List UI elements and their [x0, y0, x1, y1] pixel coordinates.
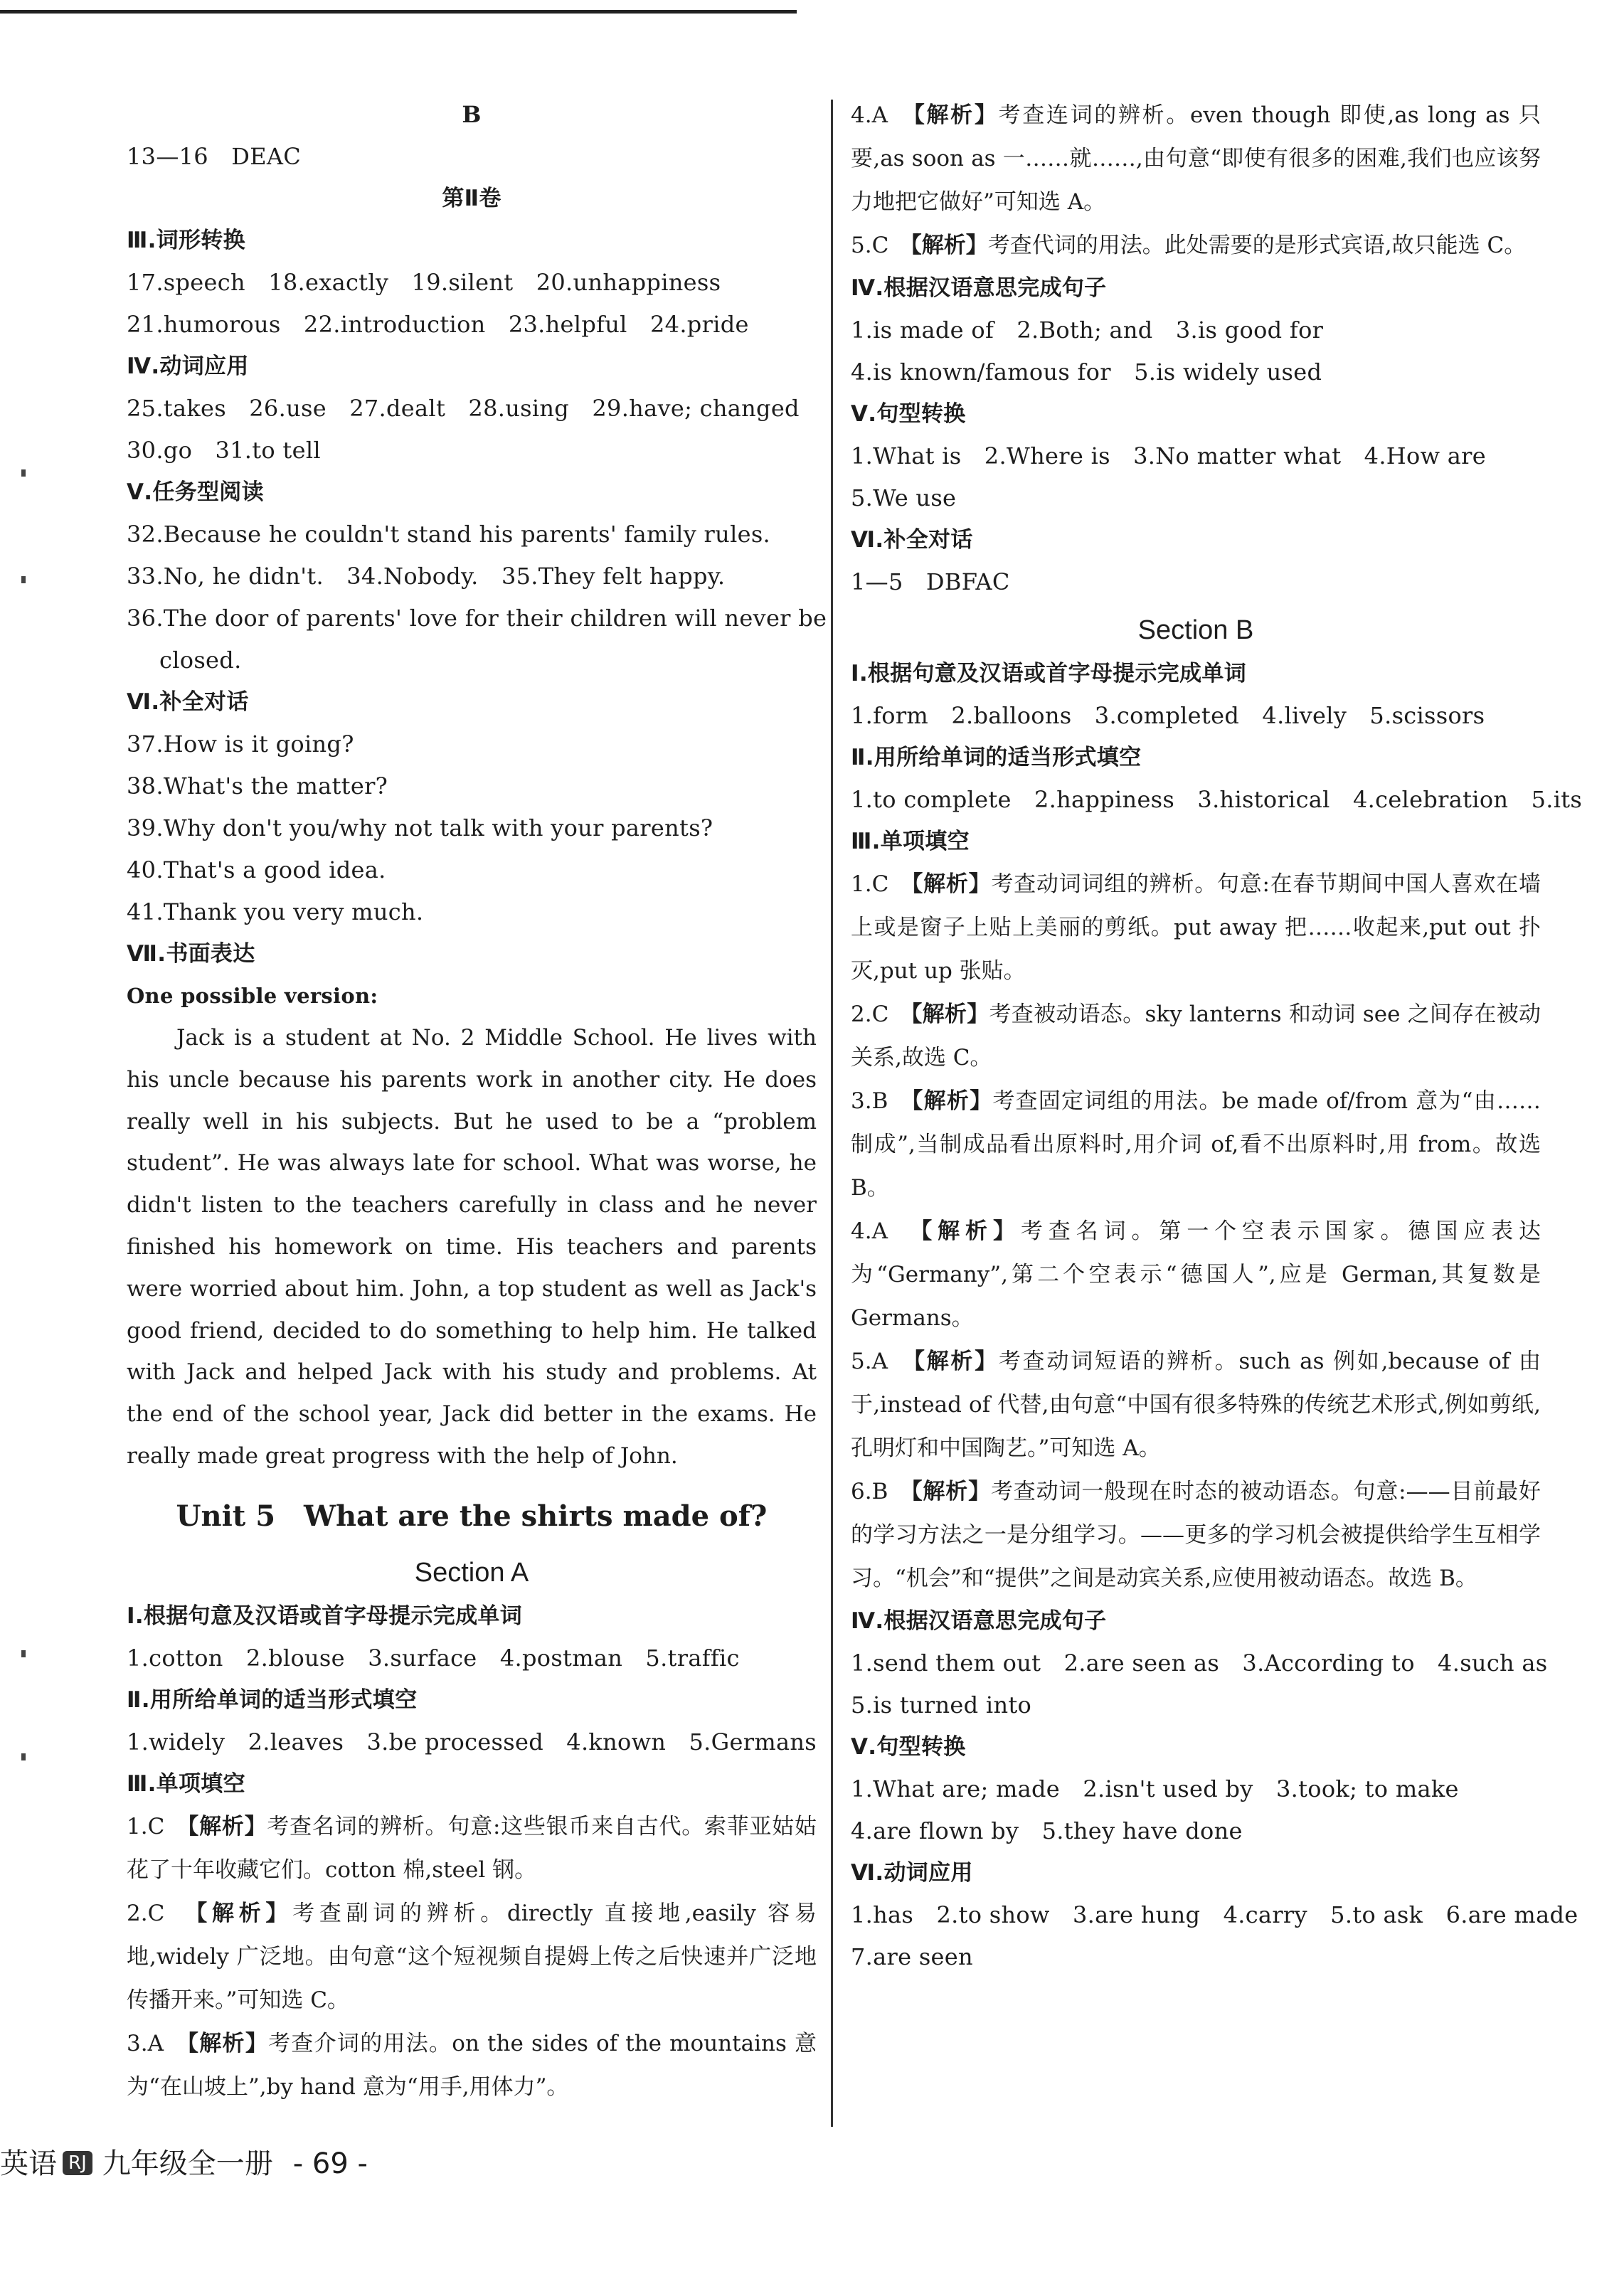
- unit-title: Unit 5 What are the shirts made of?: [176, 1499, 768, 1533]
- answer-line: 1.has 2.to show 3.are hung 4.carry 5.to ask 6.are made: [851, 1901, 1578, 1928]
- section-heading: Ⅱ.用所给单词的适当形式填空: [127, 1687, 418, 1713]
- analysis-text: 考查名词的辨析。句意:这些银币来自古代。索菲亚姑姑花了十年收藏它们。cotton 棉,steel 钢。: [127, 1813, 817, 1883]
- section-heading: Ⅶ.书面表达: [127, 941, 255, 967]
- answer-line: 1.is made of 2.Both; and 3.is good for: [851, 317, 1324, 344]
- analysis-tag: 【解析】: [911, 1002, 989, 1027]
- analysis-text: 考查副词的辨析。directly 直接地,easily 容易地,widely 广泛地。由句意“这个短视频自提姆上传之后快速并广泛地传播开来。”可知选 C。: [127, 1900, 817, 2013]
- part-title: 第Ⅱ卷: [442, 186, 501, 211]
- answer-line: 1.form 2.balloons 3.completed 4.lively 5.scissors: [851, 702, 1485, 729]
- scan-mark: [21, 469, 26, 477]
- edition-badge: RJ: [63, 2151, 92, 2175]
- answer-line: 37.How is it going?: [127, 731, 354, 758]
- scan-mark: [21, 576, 26, 583]
- section-label-b: B: [462, 101, 482, 128]
- column-divider: [831, 100, 833, 2127]
- analysis-tag: 【解析】: [187, 2030, 269, 2056]
- answer-line: 30.go 31.to tell: [127, 437, 321, 464]
- section-heading: Ⅰ.根据句意及汉语或首字母提示完成单词: [127, 1603, 523, 1629]
- answer-line: 4.is known/famous for 5.is widely used: [851, 358, 1322, 386]
- section-heading: Ⅳ.根据汉语意思完成句子: [851, 1608, 1107, 1634]
- answer-line: 1.send them out 2.are seen as 3.According to 4.such as: [851, 1650, 1548, 1677]
- answer-explanation: [851, 993, 1541, 1080]
- scan-mark: [21, 1650, 26, 1657]
- answer-line: 5.We use: [851, 484, 957, 511]
- section-heading: Ⅴ.句型转换: [851, 1734, 966, 1760]
- answer-number: 3.B: [851, 1088, 888, 1114]
- analysis-tag: 【解析】: [913, 1349, 999, 1374]
- analysis-tag: 【解析】: [913, 102, 999, 128]
- answer-line: 1.to complete 2.happiness 3.historical 4.celebration 5.its: [851, 786, 1583, 813]
- right-column: [851, 94, 1583, 1978]
- answer-line: 41.Thank you very much.: [127, 898, 424, 925]
- section-heading: Ⅲ.单项填空: [851, 829, 970, 854]
- scan-mark: [21, 1753, 26, 1760]
- section-heading: Ⅲ.单项填空: [127, 1770, 245, 1797]
- possible-version-label: One possible version:: [127, 984, 378, 1008]
- analysis-text: 考查连词的辨析。even though 即使,as long as 只要,as soon as 一……就……,由句意“即使有很多的困难,我们也应该努力地把它做好”可知选 A。: [851, 102, 1541, 215]
- answer-explanation: [851, 1470, 1541, 1600]
- analysis-tag: 【解析】: [911, 871, 992, 897]
- analysis-tag: 【解析】: [911, 1479, 991, 1504]
- answer-line: 21.humorous 22.introduction 23.helpful 24.pride: [127, 311, 749, 338]
- answer-explanation: [851, 94, 1541, 224]
- answer-line: 36.The door of parents' love for their children will never be: [127, 605, 827, 632]
- answer-explanation: [851, 863, 1541, 993]
- analysis-text: 考查动词词组的辨析。句意:在春节期间中国人喜欢在墙上或是窗子上贴上美丽的剪纸。put away 把……收起来,put out 扑灭,put up 张贴。: [851, 871, 1541, 984]
- analysis-text: 考查动词一般现在时态的被动语态。句意:——目前最好的学习方法之一是分组学习。——更多的学习机会被提供给学生互相学习。“机会”和“提供”之间是动宾关系,应使用被动语态。故选 B。: [851, 1479, 1541, 1591]
- answer-line: 1.What is 2.Where is 3.No matter what 4.How are: [851, 442, 1486, 469]
- answer-explanation: [127, 1805, 817, 1892]
- section-heading: Ⅳ.动词应用: [127, 354, 249, 379]
- answer-explanation: [127, 1892, 817, 2022]
- answer-line: 33.No, he didn't. 34.Nobody. 35.They felt happy.: [127, 563, 726, 590]
- section-heading: Ⅰ.根据句意及汉语或首字母提示完成单词: [851, 661, 1247, 686]
- answer-explanation: [127, 2022, 817, 2109]
- answer-line: 39.Why don't you/why not talk with your parents?: [127, 814, 713, 841]
- answer-line: 4.are flown by 5.they have done: [851, 1817, 1243, 1844]
- section-heading: Ⅵ.补全对话: [851, 527, 973, 553]
- model-essay: Jack is a student at No. 2 Middle School. He lives with his uncle because his parents work in another city. He does really well in his subjects. But he used to be a “problem student”. He was always late for school. What was worse, he didn't listen to the teachers carefully in class and he never finished his homework on time. His teachers and parents were worried about him. John, a top student as well as Jack's good friend, decided to do something to help him. He talked with Jack and helped Jack with his study and problems. At the end of the school year, Jack did better in the exams. He really made great progress with the help of John.: [127, 1025, 817, 1469]
- analysis-tag: 【解析】: [911, 233, 988, 258]
- answer-number: 2.C: [127, 1900, 165, 1926]
- answer-explanation: [851, 224, 1541, 267]
- answer-line: 38.What's the matter?: [127, 772, 388, 800]
- answer-number: 5.A: [851, 1349, 888, 1374]
- answer-number: 5.C: [851, 233, 889, 258]
- section-heading: Ⅴ.句型转换: [851, 401, 966, 427]
- answer-number: 6.B: [851, 1479, 888, 1504]
- analysis-text: 考查固定词组的用法。be made of/from 意为“由……制成”,当制成品看出原料时,用介词 of,看不出原料时,用 from。故选 B。: [851, 1088, 1541, 1201]
- answer-line: 32.Because he couldn't stand his parents' family rules.: [127, 521, 771, 548]
- answer-number: 2.C: [851, 1002, 889, 1027]
- answer-number: 4.A: [851, 1218, 888, 1244]
- answer-line: 25.takes 26.use 27.dealt 28.using 29.have; changed: [127, 395, 800, 422]
- top-rule: [0, 10, 797, 14]
- section-heading: Ⅳ.根据汉语意思完成句子: [851, 275, 1107, 301]
- answer-line: 1.widely 2.leaves 3.be processed 4.known 5.Germans: [127, 1728, 817, 1756]
- answer-line: 40.That's a good idea.: [127, 856, 386, 883]
- answer-line: 1.cotton 2.blouse 3.surface 4.postman 5.traffic: [127, 1644, 740, 1672]
- analysis-text: 考查名词。第一个空表示国家。德国应表达为“Germany”,第二个空表示“德国人”,应是 German,其复数是 Germans。: [851, 1218, 1541, 1331]
- answer-line: 13—16 DEAC: [127, 143, 302, 170]
- section-heading: Ⅵ.补全对话: [127, 689, 249, 715]
- page-footer: [0, 2141, 368, 2182]
- footer-subject: 英语: [0, 2147, 57, 2180]
- section-heading: Ⅴ.任务型阅读: [127, 479, 264, 505]
- analysis-text: 考查被动语态。sky lanterns 和动词 see 之间存在被动关系,故选 C。: [851, 1002, 1541, 1071]
- analysis-text: 考查动词短语的辨析。such as 例如,because of 由于,instead of 代替,由句意“中国有很多特殊的传统艺术形式,例如剪纸,孔明灯和中国陶艺。”可知选 A。: [851, 1349, 1541, 1461]
- analysis-text: 考查代词的用法。此处需要的是形式宾语,故只能选 C。: [987, 233, 1527, 258]
- answer-line: 1—5 DBFAC: [851, 568, 1010, 595]
- analysis-text: 考查介词的用法。on the sides of the mountains 意为“在山坡上”,by hand 意为“用手,用体力”。: [127, 2030, 817, 2100]
- left-column: [127, 94, 827, 2109]
- answer-number: 1.C: [851, 871, 889, 897]
- answer-line: 1.What are; made 2.isn't used by 3.took; to make: [851, 1775, 1459, 1802]
- page-number: - 69 -: [292, 2147, 368, 2180]
- section-heading: Ⅵ.动词应用: [851, 1860, 973, 1886]
- answer-line: 5.is turned into: [851, 1691, 1032, 1719]
- section-heading: Ⅲ.词形转换: [127, 228, 245, 253]
- analysis-tag: 【解析】: [911, 1088, 993, 1114]
- answer-line: closed.: [159, 647, 242, 674]
- answer-line: 7.are seen: [851, 1943, 973, 1970]
- answer-number: 1.C: [127, 1813, 165, 1839]
- section-heading: Ⅱ.用所给单词的适当形式填空: [851, 745, 1142, 770]
- section-b-title: Section B: [1137, 615, 1254, 645]
- analysis-tag: 【解析】: [920, 1218, 1021, 1244]
- answer-explanation: [851, 1210, 1541, 1340]
- footer-grade: 九年级全一册: [102, 2147, 273, 2180]
- answer-explanation: [851, 1080, 1541, 1210]
- answer-number: 4.A: [851, 102, 888, 128]
- answer-explanation: [851, 1340, 1541, 1470]
- answer-line: 17.speech 18.exactly 19.silent 20.unhappiness: [127, 269, 721, 296]
- answer-number: 3.A: [127, 2030, 164, 2056]
- analysis-tag: 【解析】: [196, 1900, 293, 1926]
- analysis-tag: 【解析】: [187, 1813, 267, 1839]
- section-a-title: Section A: [414, 1557, 529, 1588]
